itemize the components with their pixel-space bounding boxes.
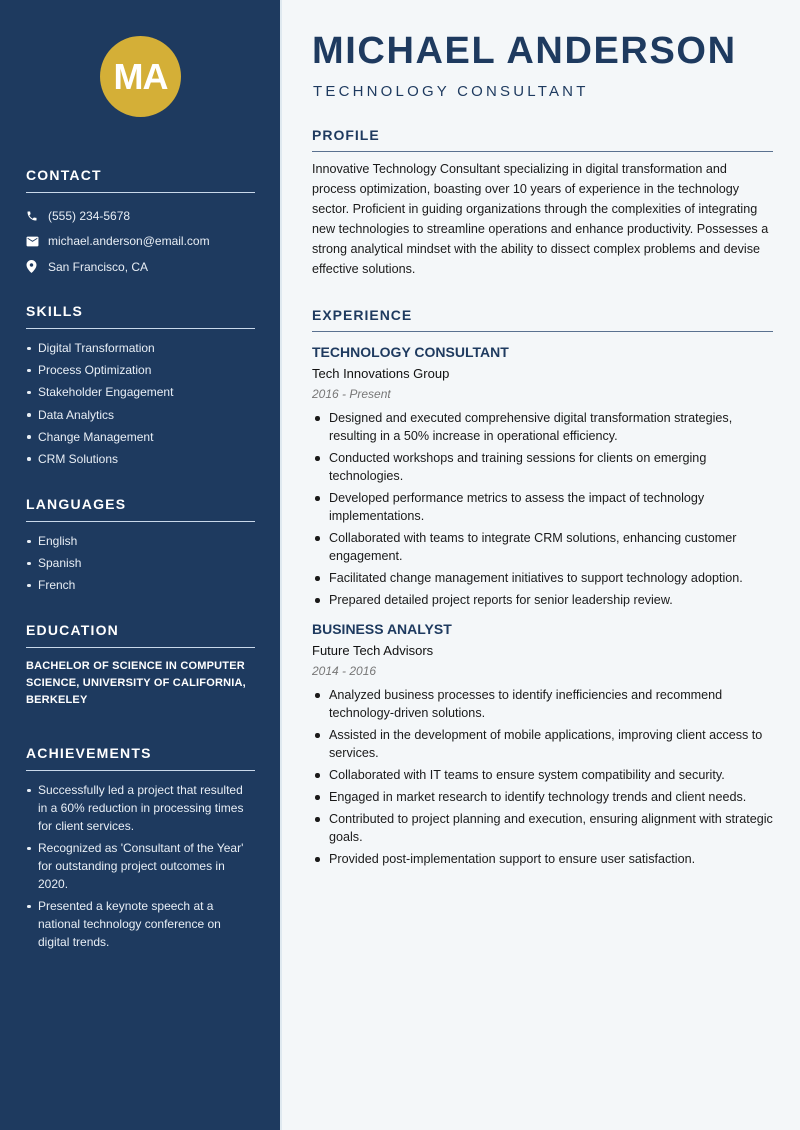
skills-heading: SKILLS	[26, 303, 255, 329]
job-company: Future Tech Advisors	[312, 643, 434, 658]
language-item: English	[26, 532, 255, 550]
languages-section	[26, 496, 255, 599]
education-section	[26, 622, 255, 709]
job-bullet: Conducted workshops and training sessions for clients on emerging technologies.	[312, 449, 773, 485]
main-content	[280, 0, 800, 1130]
profile-heading: PROFILE	[312, 127, 773, 152]
job-bullet: Provided post-implementation support to ensure user satisfaction.	[312, 850, 773, 868]
job-bullet: Developed performance metrics to assess the impact of technology implementations.	[312, 489, 773, 525]
language-item: Spanish	[26, 554, 255, 572]
job-bullet: Engaged in market research to identify technology trends and client needs.	[312, 788, 773, 806]
candidate-role: TECHNOLOGY CONSULTANT	[313, 83, 589, 100]
location-text: San Francisco, CA	[48, 259, 149, 274]
job-bullet: Prepared detailed project reports for senior leadership review.	[312, 591, 773, 609]
skill-item: Digital Transformation	[26, 339, 255, 357]
achievements-section	[26, 745, 255, 956]
email-icon	[26, 236, 48, 247]
job-dates: 2014 - 2016	[312, 664, 377, 678]
skills-section	[26, 303, 255, 472]
contact-email	[26, 229, 255, 255]
education-degree: BACHELOR OF SCIENCE IN COMPUTER SCIENCE, UNIVERSITY OF CALIFORNIA, BERKELEY	[26, 660, 246, 706]
achievements-list	[26, 781, 255, 951]
skill-item: Process Optimization	[26, 361, 255, 379]
email-text[interactable]: michael.anderson@email.com	[48, 234, 210, 249]
contact-section	[26, 167, 255, 280]
experience-section	[312, 307, 773, 872]
language-item: French	[26, 576, 255, 594]
avatar-initials: MA	[100, 36, 181, 117]
achievement-item: Successfully led a project that resulted in a 60% reduction in processing times for client services.	[26, 781, 255, 835]
job-title: TECHNOLOGY CONSULTANT	[312, 344, 509, 360]
job-bullet: Collaborated with IT teams to ensure system compatibility and security.	[312, 766, 773, 784]
job-entry	[312, 344, 773, 609]
job-bullets	[312, 686, 773, 868]
skills-list	[26, 339, 255, 468]
education-heading: EDUCATION	[26, 622, 255, 648]
contact-heading: CONTACT	[26, 167, 255, 193]
job-bullet: Analyzed business processes to identify inefficiencies and recommend technology-driven solutions.	[312, 686, 773, 722]
job-bullet: Collaborated with teams to integrate CRM solutions, enhancing customer engagement.	[312, 529, 773, 565]
job-bullet: Designed and executed comprehensive digital transformation strategies, resulting in a 50% increase in operational efficiency.	[312, 409, 773, 445]
skill-item: CRM Solutions	[26, 450, 255, 468]
job-company: Tech Innovations Group	[312, 366, 450, 381]
sidebar	[0, 0, 280, 1130]
job-bullet: Assisted in the development of mobile applications, improving client access to services.	[312, 726, 773, 762]
job-title: BUSINESS ANALYST	[312, 621, 452, 637]
job-bullets	[312, 409, 773, 609]
achievement-item: Presented a keynote speech at a national technology conference on digital trends.	[26, 897, 255, 951]
languages-heading: LANGUAGES	[26, 496, 255, 522]
phone-icon	[26, 210, 48, 222]
phone-text: (555) 234-5678	[48, 208, 131, 223]
job-bullet: Contributed to project planning and execution, ensuring alignment with strategic goals.	[312, 810, 773, 846]
contact-location	[26, 254, 255, 280]
job-dates: 2016 - Present	[312, 387, 391, 401]
skill-item: Change Management	[26, 428, 255, 446]
contact-phone	[26, 203, 255, 229]
job-bullet: Facilitated change management initiatives to support technology adoption.	[312, 569, 773, 587]
profile-section	[312, 127, 773, 279]
job-entry	[312, 621, 773, 868]
skill-item: Stakeholder Engagement	[26, 383, 255, 401]
profile-text: Innovative Technology Consultant specializing in digital transformation and process optimization, boasting over 10 years of experience in the technology sector. Proficient in guiding organizations through the complexities of integrating new technologies to streamline operations and enhance productivity. Possesses a strong analytical mindset with the ability to dissect complex problems and devise effective solutions.	[312, 162, 769, 276]
achievement-item: Recognized as 'Consultant of the Year' for outstanding project outcomes in 2020.	[26, 839, 255, 893]
achievements-heading: ACHIEVEMENTS	[26, 745, 255, 771]
experience-heading: EXPERIENCE	[312, 307, 773, 332]
location-pin-icon	[26, 260, 48, 273]
skill-item: Data Analytics	[26, 406, 255, 424]
candidate-name: MICHAEL ANDERSON	[312, 30, 737, 72]
languages-list	[26, 532, 255, 594]
